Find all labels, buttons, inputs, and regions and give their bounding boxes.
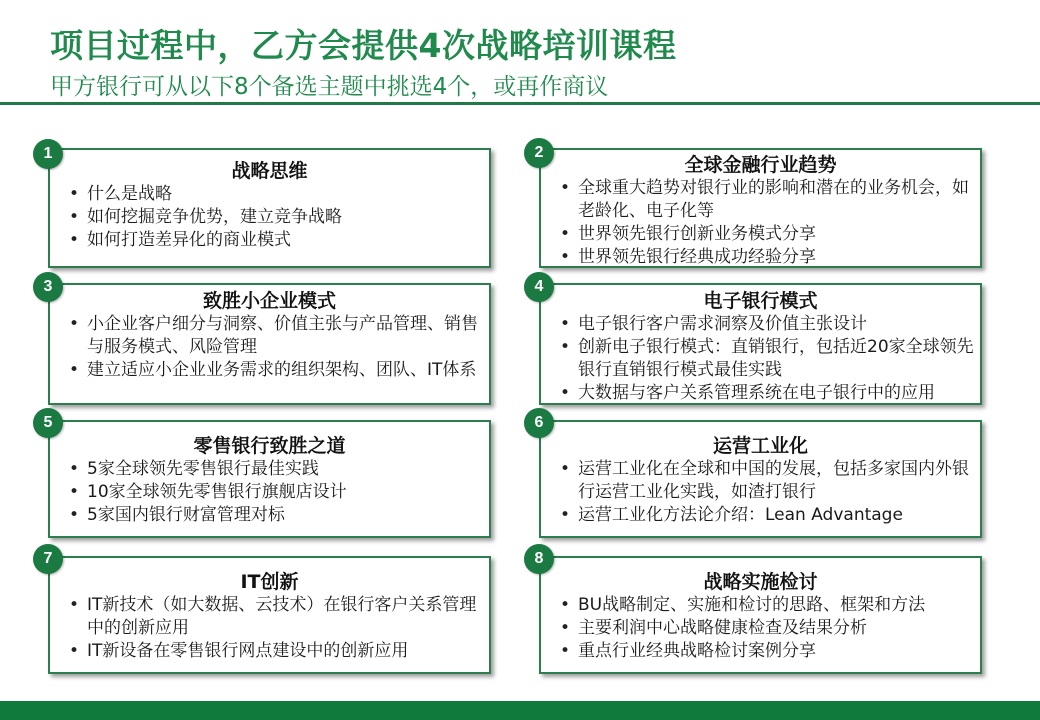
header-divider [0, 102, 1040, 105]
topic-bullet: • 5家国内银行财富管理对标 [69, 504, 483, 527]
page-title: 项目过程中，乙方会提供4次战略培训课程 [50, 26, 677, 65]
topic-bullet: • 建立适应小企业业务需求的组织架构、团队、IT体系 [69, 359, 483, 382]
topic-number-badge: 3 [33, 272, 63, 302]
topic-bullet-list [50, 594, 489, 663]
topic-bullet: • 世界领先银行创新业务模式分享 [560, 223, 974, 246]
topic-bullet: • 如何打造差异化的商业模式 [69, 229, 483, 252]
topic-bullet: • IT新技术（如大数据、云技术）在银行客户关系管理中的创新应用 [69, 594, 483, 640]
topic-bullet: • 创新电子银行模式：直销银行，包括近20家全球领先银行直销银行模式最佳实践 [560, 336, 974, 382]
topic-number-badge: 2 [524, 138, 554, 168]
topic-bullet: • 大数据与客户关系管理系统在电子银行中的应用 [560, 382, 974, 405]
topic-title: 战略实施检讨 [703, 571, 818, 593]
topic-title: 零售银行致胜之道 [193, 435, 346, 457]
page-subtitle: 甲方银行可从以下8个备选主题中挑选4个，或再作商议 [50, 74, 609, 100]
topic-card-5 [48, 420, 491, 538]
topic-title: 致胜小企业模式 [202, 290, 336, 312]
topic-bullet: • 如何挖掘竞争优势，建立竞争战略 [69, 206, 483, 229]
topic-bullet: • 主要利润中心战略健康检查及结果分析 [560, 617, 974, 640]
topic-card-4 [539, 283, 982, 405]
topic-title: 战略思维 [231, 160, 308, 182]
topic-bullet: • 重点行业经典战略检讨案例分享 [560, 640, 974, 663]
topic-bullet: • 世界领先银行经典成功经验分享 [560, 246, 974, 269]
topic-bullet-list [541, 458, 980, 527]
topic-title: 运营工业化 [712, 435, 808, 457]
topic-title: 电子银行模式 [703, 290, 818, 312]
topic-card-8 [539, 556, 982, 674]
topic-bullet: • 什么是战略 [69, 183, 483, 206]
topic-bullet: • 5家全球领先零售银行最佳实践 [69, 458, 483, 481]
topic-number-badge: 4 [524, 272, 554, 302]
topic-bullet: • 电子银行客户需求洞察及价值主张设计 [560, 313, 974, 336]
topic-bullet-list [541, 594, 980, 663]
topic-number-badge: 7 [33, 544, 63, 574]
topic-bullet-list [541, 177, 980, 269]
topic-number-badge: 8 [524, 544, 554, 574]
topic-bullet-list [50, 313, 489, 382]
topic-card-7 [48, 556, 491, 674]
topic-card-6 [539, 420, 982, 538]
topic-bullet: • 小企业客户细分与洞察、价值主张与产品管理、销售与服务模式、风险管理 [69, 313, 483, 359]
topic-bullet: • 全球重大趋势对银行业的影响和潜在的业务机会，如老龄化、电子化等 [560, 177, 974, 223]
topic-bullet: • BU战略制定、实施和检讨的思路、框架和方法 [560, 594, 974, 617]
topic-bullet: • IT新设备在零售银行网点建设中的创新应用 [69, 640, 483, 663]
topic-card-2 [539, 148, 982, 268]
topic-number-badge: 1 [33, 139, 63, 169]
footer-bar [0, 701, 1040, 720]
topic-bullet: • 运营工业化在全球和中国的发展，包括多家国内外银行运营工业化实践，如渣打银行 [560, 458, 974, 504]
topic-card-1 [48, 148, 491, 268]
topic-title: 全球金融行业趋势 [684, 154, 837, 176]
topic-bullet-list [50, 458, 489, 527]
topic-bullet-list [541, 313, 980, 405]
topic-bullet-list [50, 183, 489, 252]
topic-number-badge: 5 [33, 408, 63, 438]
topic-bullet: • 10家全球领先零售银行旗舰店设计 [69, 481, 483, 504]
topic-title: IT创新 [240, 571, 299, 593]
topic-number-badge: 6 [524, 408, 554, 438]
topic-card-3 [48, 283, 491, 405]
topic-bullet: • 运营工业化方法论介绍：Lean Advantage [560, 504, 974, 527]
